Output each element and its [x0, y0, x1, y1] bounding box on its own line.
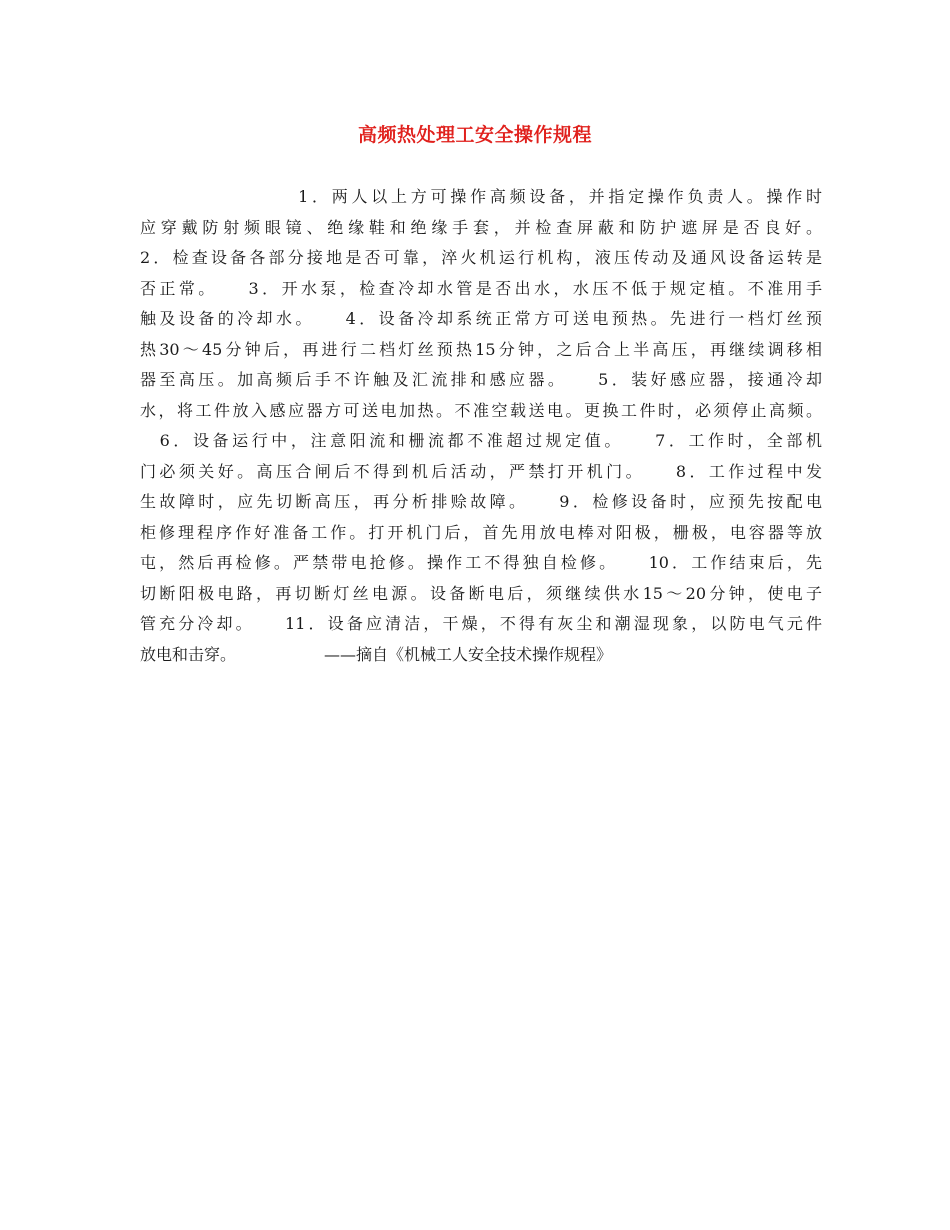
document-body — [140, 182, 822, 670]
body-line: 门必须关好。高压合闸后不得到机后活动，严禁打开机门。 8．工作过程中发 — [140, 461, 822, 481]
body-line: 热30～45分钟后，再进行二档灯丝预热15分钟，之后合上半高压，再继续调移相 — [140, 339, 822, 359]
body-line: 触及设备的冷却水。 4．设备冷却系统正常方可送电预热。先进行一档灯丝预 — [140, 309, 822, 328]
body-line: 生故障时，应先切断高压，再分析排赊故障。 9．检修设备时，应预先按配电 — [140, 492, 822, 511]
body-line: 屯，然后再检修。严禁带电抢修。操作工不得独自检修。 10．工作结束后，先 — [140, 553, 822, 572]
source-citation: 放电和击穿。 ——摘自《机械工人安全技术操作规程》 — [140, 644, 613, 664]
body-line: 2．检查设备各部分接地是否可靠，淬火机运行机构，液压传动及通风设备运转是 — [140, 248, 822, 267]
body-line: 水，将工件放入感应器方可送电加热。不准空载送电。更换工件时，必须停止高频。 — [140, 400, 822, 420]
document-title: 高频热处理工安全操作规程 — [357, 124, 592, 146]
body-line: 1．两人以上方可操作高频设备，并指定操作负责人。操作时 — [140, 187, 822, 206]
body-line: 应穿戴防射频眼镜、绝缘鞋和绝缘手套，并检查屏蔽和防护遮屏是否良好。 — [140, 217, 822, 237]
body-line: 切断阳极电路，再切断灯丝电源。设备断电后，须继续供水15～20分钟，使电子 — [140, 583, 822, 603]
body-line: 柜修理程序作好准备工作。打开机门后，首先用放电棒对阳极，栅极，电容器等放 — [140, 522, 822, 542]
body-line: 器至高压。加高频后手不许触及汇流排和感应器。 5．装好感应器，接通冷却 — [140, 370, 822, 389]
body-line: 否正常。 3．开水泵，检查冷却水管是否出水，水压不低于规定植。不准用手 — [140, 278, 822, 298]
body-line: 6．设备运行中，注意阳流和栅流都不准超过规定值。 7．工作时，全部机 — [140, 431, 822, 450]
body-line: 管充分冷却。 11．设备应清洁，干燥，不得有灰尘和潮湿现象，以防电气元件 — [140, 614, 822, 633]
